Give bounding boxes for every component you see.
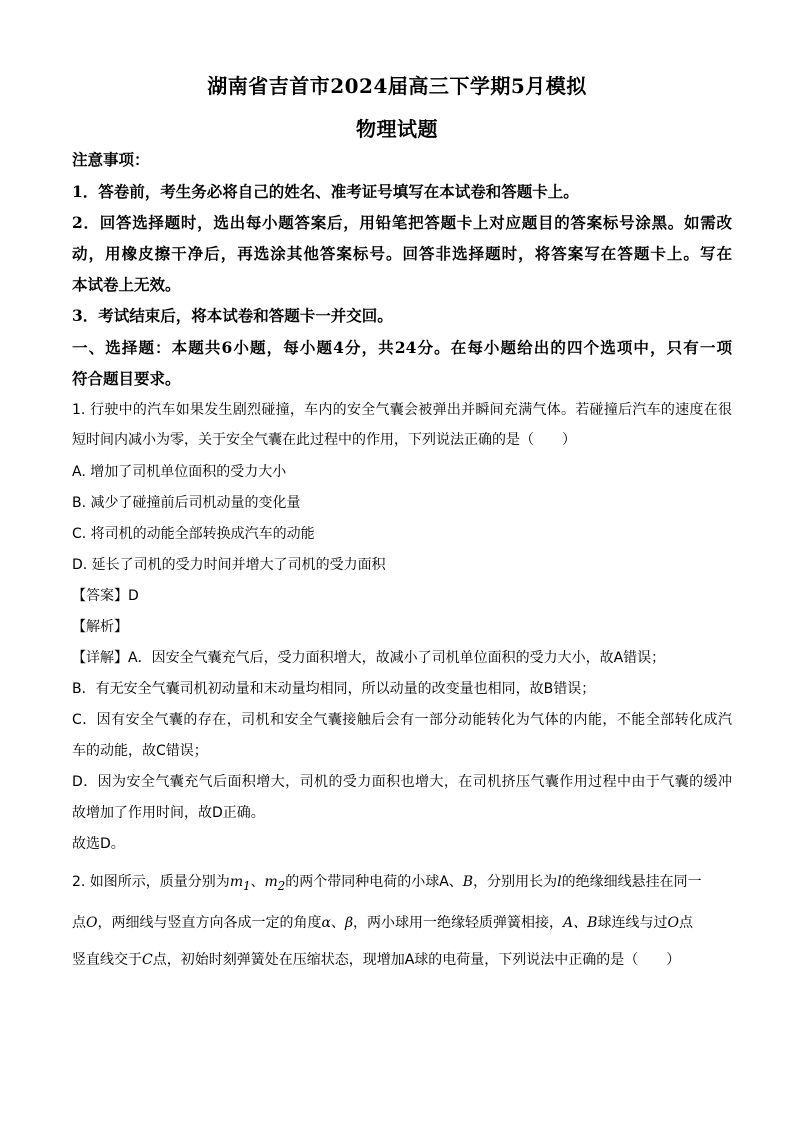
q2-var-b: B (462, 874, 474, 890)
q1-option-a: A. 增加了司机单位面积的受力大小 (72, 464, 287, 480)
q2-var-m1: $m_1$ (229, 874, 251, 893)
q1-stem-line-2: 短时间内减小为零，关于安全气囊在此过程中的作用，下列说法正确的是（ ） (72, 432, 576, 448)
q2-text: 的绝缘细线悬挂在同一 (561, 874, 702, 890)
q1-option-d: D. 延长了司机的受力时间并增大了司机的受力面积 (72, 557, 386, 573)
q1-detail-c-line-1: C．因有安全气囊的存在，司机和安全气囊接触后会有一部分动能转化为气体的内能，不能全部转化成汽 (72, 712, 732, 728)
q1-option-b: B. 减少了碰撞前后司机动量的变化量 (72, 495, 301, 511)
q2-text: 点 (72, 915, 86, 931)
q1-conclusion: 故选D。 (72, 836, 125, 852)
q1-answer: 【答案】D (72, 588, 139, 604)
q2-text: 球连线与过 (597, 915, 668, 931)
q2-var-alpha: α (321, 915, 331, 931)
q2-var-beta: β (344, 915, 354, 931)
q2-var-c: C (142, 952, 153, 968)
notice-item-2-line-1: 2．回答选择题时，选出每小题答案后，用铅笔把答题卡上对应题目的答案标号涂黑。如需改 (72, 213, 732, 232)
section-1-heading-line-2: 符合题目要求。 (72, 369, 181, 388)
q2-stem-line-1 (72, 872, 732, 896)
section-1-heading-line-1: 一、选择题：本题共6小题，每小题4分，共24分。在每小题给出的四个选项中，只有一项 (72, 338, 732, 357)
q1-stem-line-1: 1. 行驶中的汽车如果发生剧烈碰撞，车内的安全气囊会被弹出并瞬间充满气体。若碰撞后汽车的速度在很 (72, 402, 732, 418)
notice-item-3: 3．考试结束后，将本试卷和答题卡一并交回。 (72, 306, 393, 325)
q1-detail-c-line-2: 车的动能，故C错误； (72, 743, 208, 759)
q2-text: 、 (250, 874, 265, 890)
q2-var-o2: O (667, 915, 679, 931)
q2-text: ，两细线与竖直方向各成一定的角度 (97, 915, 322, 931)
notice-heading: 注意事项： (72, 150, 150, 169)
q2-var-ab: A、B (563, 915, 598, 931)
q1-detail-b: B．有无安全气囊司机初动量和末动量均相同，所以动量的改变量也相同，故B错误； (72, 681, 596, 697)
q2-var-m2: $m_2$ (264, 874, 286, 893)
q2-text: 、 (330, 915, 345, 931)
q1-detail-d-line-1: D．因为安全气囊充气后面积增大，司机的受力面积也增大，在司机挤压气囊作用过程中由于气囊的缓冲 (72, 774, 732, 790)
q1-detail-d-line-2: 故增加了作用时间，故D正确。 (72, 805, 265, 821)
q2-text: 2. 如图所示，质量分别为 (72, 874, 230, 890)
q1-detail-a: 【详解】A．因安全气囊充气后，受力面积增大，故减小了司机单位面积的受力大小，故A错误； (72, 650, 666, 666)
q2-text: 的两个带同种电荷的小球A、 (285, 874, 463, 890)
notice-item-1: 1．答卷前，考生务必将自己的姓名、准考证号填写在本试卷和答题卡上。 (72, 182, 579, 201)
q2-text: 点，初始时刻弹簧处在压缩状态，现增加A球的电荷量，下列说法中正确的是（ ） (152, 952, 681, 968)
page-title: 湖南省吉首市2024届高三下学期5月模拟 (207, 74, 587, 98)
q1-option-c: C. 将司机的动能全部转换成汽车的动能 (72, 526, 315, 542)
page-subtitle: 物理试题 (356, 117, 438, 141)
notice-item-2-line-3: 本试卷上无效。 (72, 275, 181, 294)
q2-stem-line-3 (72, 950, 732, 970)
q2-stem-line-2 (72, 913, 732, 933)
q2-text: 点 (678, 915, 693, 931)
q2-var-o: O (86, 915, 98, 931)
q2-var-l: l (557, 874, 562, 890)
q2-text: ，两小球用一绝缘轻质弹簧相接， (353, 915, 564, 931)
q1-analysis-label: 【解析】 (72, 619, 128, 635)
q2-text: 竖直线交于 (72, 952, 142, 968)
q2-text: ，分别用长为 (473, 874, 558, 890)
notice-item-2-line-2: 动，用橡皮擦干净后，再选涂其他答案标号。回答非选择题时，将答案写在答题卡上。写在 (72, 244, 732, 263)
